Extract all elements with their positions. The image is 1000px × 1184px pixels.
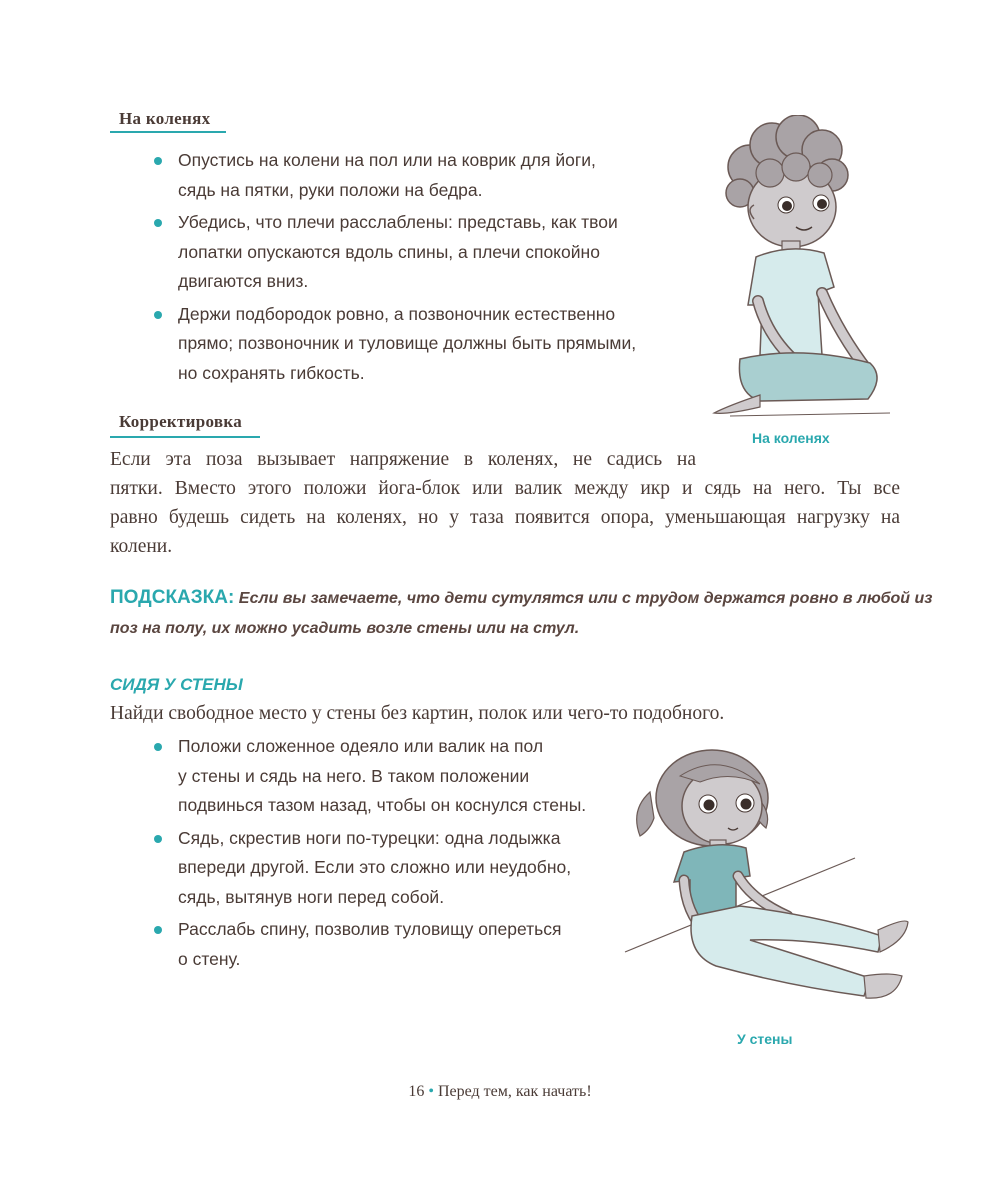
footer-chapter-title: Перед тем, как начать!	[437, 1083, 592, 1100]
list-item: Держи подбородок ровно, а позвоночник естественно прямо; позвоночник и туловище должны быть прямыми, но сохранять гибкость.	[154, 300, 674, 389]
wall-caption: У стены	[737, 1031, 793, 1047]
tip-text-line2: поз на полу, их можно усадить возле стены или на стул.	[110, 620, 580, 637]
kneeling-caption: На коленях	[752, 430, 830, 446]
tip-label: ПОДСКАЗКА:	[110, 587, 235, 608]
page-footer	[0, 1083, 1000, 1101]
tip-text: Если вы замечаете, что дети сутулятся или с трудом держатся ровно в любой из	[238, 590, 933, 607]
bullet-dot	[154, 835, 162, 843]
bullet-dot	[154, 311, 162, 319]
wall-sitting-girl-illustration	[620, 740, 920, 1020]
wall-intro: Найди свободное место у стены без картин, полок или чего-то подобного.	[110, 703, 725, 724]
wall-section-title: СИДЯ У СТЕНЫ	[110, 675, 243, 694]
bullet-dot	[154, 157, 162, 165]
correction-line: колени.	[110, 536, 173, 557]
kneeling-heading-underline	[110, 131, 226, 133]
list-item: Расслабь спину, позволив туловищу опереться о стену.	[154, 915, 594, 974]
footer-separator: •	[428, 1083, 434, 1100]
kneeling-child-illustration	[700, 115, 900, 425]
correction-heading: Корректировка	[119, 412, 243, 431]
list-item: Убедись, что плечи расслаблены: представь, как твои лопатки опускаются вдоль спины, а плечи спокойно двигаются вниз.	[154, 208, 674, 297]
list-item: Опустись на колени на пол или на коврик для йоги, сядь на пятки, руки положи на бедра.	[154, 146, 674, 205]
bullet-dot	[154, 219, 162, 227]
bullet-dot	[154, 926, 162, 934]
correction-heading-underline	[110, 436, 260, 438]
correction-line: равно будешь сидеть на коленях, но у таза появится опора, уменьшающая нагрузку на	[110, 507, 900, 528]
page-number: 16	[408, 1083, 425, 1100]
bullet-dot	[154, 743, 162, 751]
tip-block	[110, 584, 933, 644]
kneeling-bullet-list	[154, 146, 674, 391]
correction-paragraph	[110, 445, 900, 561]
correction-line: пятки. Вместо этого положи йога-блок или валик между икр и сядь на него. Ты все	[110, 478, 900, 499]
list-item: Положи сложенное одеяло или валик на пол у стены и сядь на него. В таком положении подвинься тазом назад, чтобы он коснулся стены.	[154, 732, 594, 821]
correction-line: Если эта поза вызывает напряжение в коленях, не садись на	[110, 449, 696, 470]
list-item: Сядь, скрестив ноги по-турецки: одна лодыжка впереди другой. Если это сложно или неудобно, сядь, вытянув ноги перед собой.	[154, 824, 594, 913]
kneeling-heading: На коленях	[119, 109, 211, 128]
wall-bullet-list	[154, 732, 594, 977]
